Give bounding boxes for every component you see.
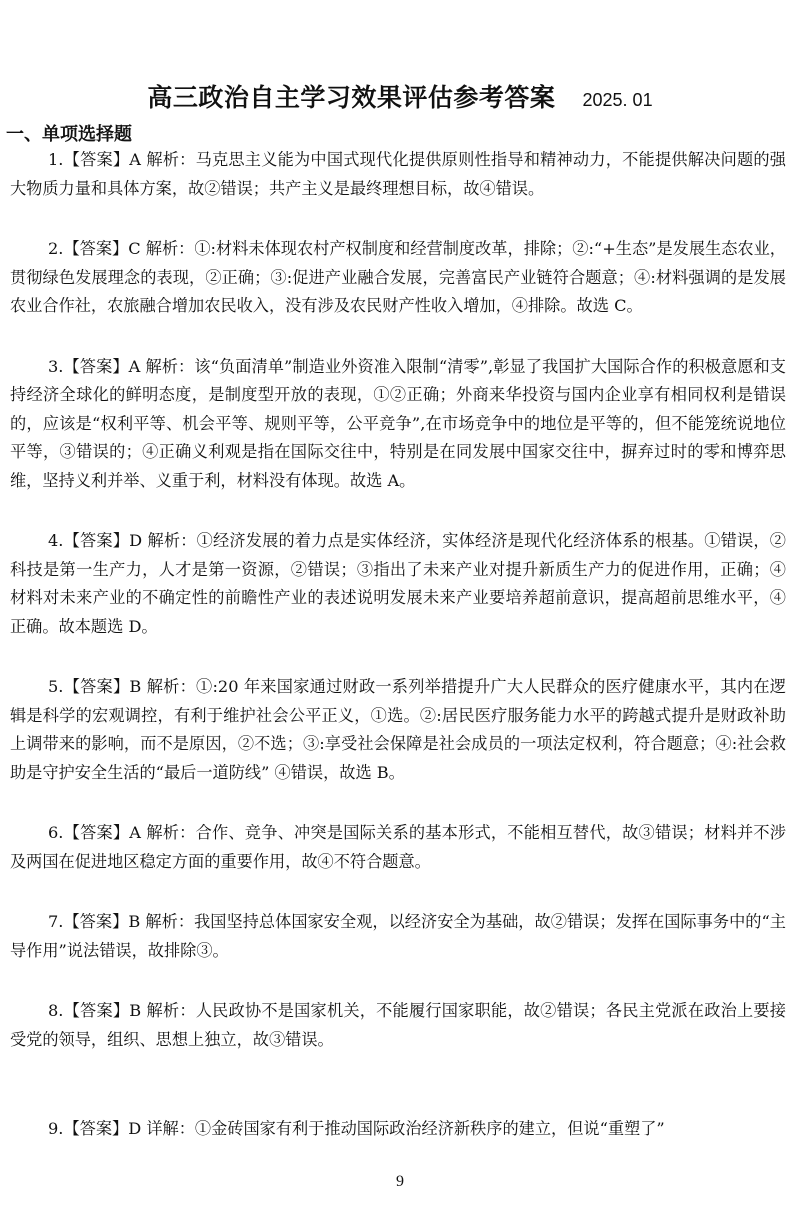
answer-item-2: 2.【答案】C 解析：①:材料未体现农村产权制度和经营制度改革，排除；②:“+生态”是发展生态农业，贯彻绿色发展理念的表现，②正确；③:促进产业融合发展，完善富民产业链符合题意；④:材料强调的是发展农业合作社，农旅融合增加农民收入，没有涉及农民财产性收入增加，④排除。故选 C。 — [10, 239, 786, 315]
answer-item-3: 3.【答案】A 解析：该“负面清单”制造业外资准入限制“清零”,彰显了我国扩大国际合作的积极意愿和支持经济全球化的鲜明态度，是制度型开放的表现，①②正确；外商来华投资与国内企业享有相同权利是错误的，应该是“权利平等、机会平等、规则平等，公平竞争”,在市场竞争中的地位是平等的，但不能笼统说地位平等，③错误的；④正确义利观是指在国际交往中，特别是在同发展中国家交往中，摒弃过时的零和博弈思维，坚持义利并举、义重于利，材料没有体现。故选 A。 — [10, 356, 786, 490]
answer-list — [10, 146, 786, 1144]
answer-item-8: 8.【答案】B 解析：人民政协不是国家机关，不能履行国家职能，故②错误；各民主党派在政治上要接受党的领导，组织、思想上独立，故③错误。 — [10, 1001, 786, 1049]
title-row — [0, 78, 800, 114]
answer-item-9: 9.【答案】D 详解：①金砖国家有利于推动国际政治经济新秩序的建立，但说“重塑了” — [48, 1119, 665, 1138]
page-date: 2025. 01 — [582, 90, 653, 110]
answer-item-5: 5.【答案】B 解析：①:20 年来国家通过财政一系列举措提升广大人民群众的医疗健康水平，其内在逻辑是科学的宏观调控，有利于维护社会公平正义，①选。②:居民医疗服务能力水平的跨越式提升是财政补助上调带来的影响，而不是原因，②不选；③:享受社会保障是社会成员的一项法定权利，符合题意；④:社会救助是守护安全生活的“最后一道防线” ④错误，故选 B。 — [10, 677, 786, 782]
answer-item-6: 6.【答案】A 解析：合作、竞争、冲突是国际关系的基本形式，不能相互替代，故③错误；材料并不涉及两国在促进地区稳定方面的重要作用，故④不符合题意。 — [10, 823, 786, 871]
answer-item-1: 1.【答案】A 解析：马克思主义能为中国式现代化提供原则性指导和精神动力，不能提供解决问题的强大物质力量和具体方案，故②错误；共产主义是最终理想目标，故④错误。 — [10, 150, 786, 198]
page-title: 高三政治自主学习效果评估参考答案 — [147, 83, 556, 112]
page-number: 9 — [396, 1173, 404, 1190]
section-heading: 一、单项选择题 — [6, 124, 132, 145]
answer-item-4: 4.【答案】D 解析：①经济发展的着力点是实体经济，实体经济是现代化经济体系的根基。①错误，②科技是第一生产力，人才是第一资源，②错误；③指出了未来产业对提升新质生产力的促进作用，正确；④材料对未来产业的不确定性的前瞻性产业的表述说明发展未来产业要培养超前意识，提高超前思维水平，④正确。故本题选 D。 — [10, 531, 786, 636]
answer-item-7: 7.【答案】B 解析：我国坚持总体国家安全观，以经济安全为基础，故②错误；发挥在国际事务中的“主导作用”说法错误，故排除③。 — [10, 912, 786, 960]
